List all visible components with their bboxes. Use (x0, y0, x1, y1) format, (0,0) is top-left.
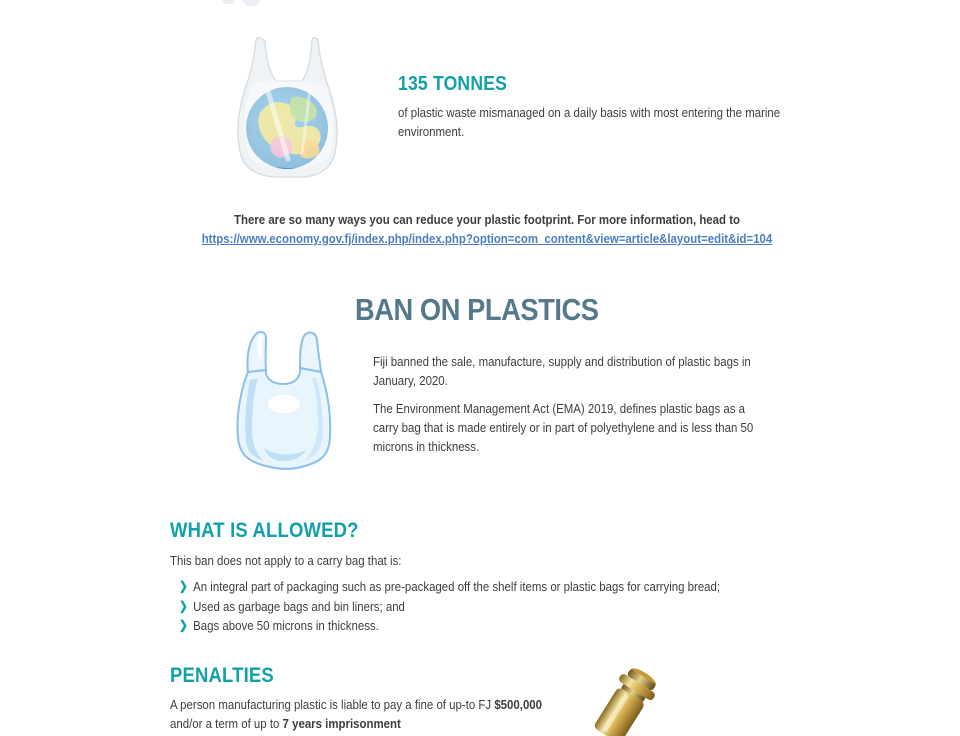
ban-paragraph-2: The Environment Management Act (EMA) 2019, defines plastic bags as a carry bag that is made entirely or in part of polyethylene and is less than 50 microns in thickness. (373, 401, 754, 454)
cropped-graphic-fragment (243, 0, 260, 6)
economy-gov-link[interactable]: https://www.economy.gov.fj/index.php/index.php?option=com_content&view=article&layout=edit&id=104 (201, 231, 773, 246)
ban-title: BAN ON PLASTICS (355, 292, 599, 327)
plastic-bag-globe-image (232, 33, 344, 181)
chevron-right-icon: ❯ (179, 618, 188, 632)
chevron-right-icon: ❯ (179, 579, 188, 593)
tonnes-heading: 135 TONNES (398, 73, 508, 95)
allowed-item-1: An integral part of packaging such as pre-packaged off the shelf items or plastic bags for carrying bread; (193, 579, 721, 594)
gavel-illustration (590, 671, 700, 731)
allowed-item-3: Bags above 50 microns in thickness. (193, 618, 379, 633)
penalties-heading: PENALTIES (170, 664, 274, 687)
ban-paragraph-1: Fiji banned the sale, manufacture, supply and distribution of plastic bags in January, 2020. (373, 354, 751, 388)
allowed-heading: WHAT IS ALLOWED? (170, 519, 359, 542)
cropped-graphic-fragment (222, 0, 235, 4)
blue-plastic-bag-image (228, 330, 340, 472)
list-item (179, 616, 742, 635)
tonnes-body-text: of plastic waste mismanaged on a daily basis with most entering the marine environment. (398, 105, 781, 139)
chevron-right-icon: ❯ (179, 599, 188, 613)
gavel-image (590, 671, 700, 731)
cta-text: There are so many ways you can reduce your plastic footprint. For more information, head to (233, 212, 740, 227)
penalties-line1-text: A person manufacturing plastic is liable to pay a fine of up-to FJ (170, 697, 495, 712)
allowed-intro: This ban does not apply to a carry bag that is: (170, 553, 402, 568)
penalties-term: 7 years imprisonment (282, 716, 401, 731)
blue-plastic-bag-illustration (228, 330, 340, 472)
penalties-line-1 (170, 695, 628, 714)
penalties-line2-text: and/or a term of up to (170, 716, 283, 731)
penalties-fine-amount: $500,000 (494, 697, 543, 712)
list-item (179, 597, 742, 616)
list-item (179, 577, 742, 596)
plastic-bag-globe-illustration (232, 33, 344, 181)
allowed-item-2: Used as garbage bags and bin liners; and (193, 599, 405, 614)
penalties-line-2 (170, 714, 628, 733)
